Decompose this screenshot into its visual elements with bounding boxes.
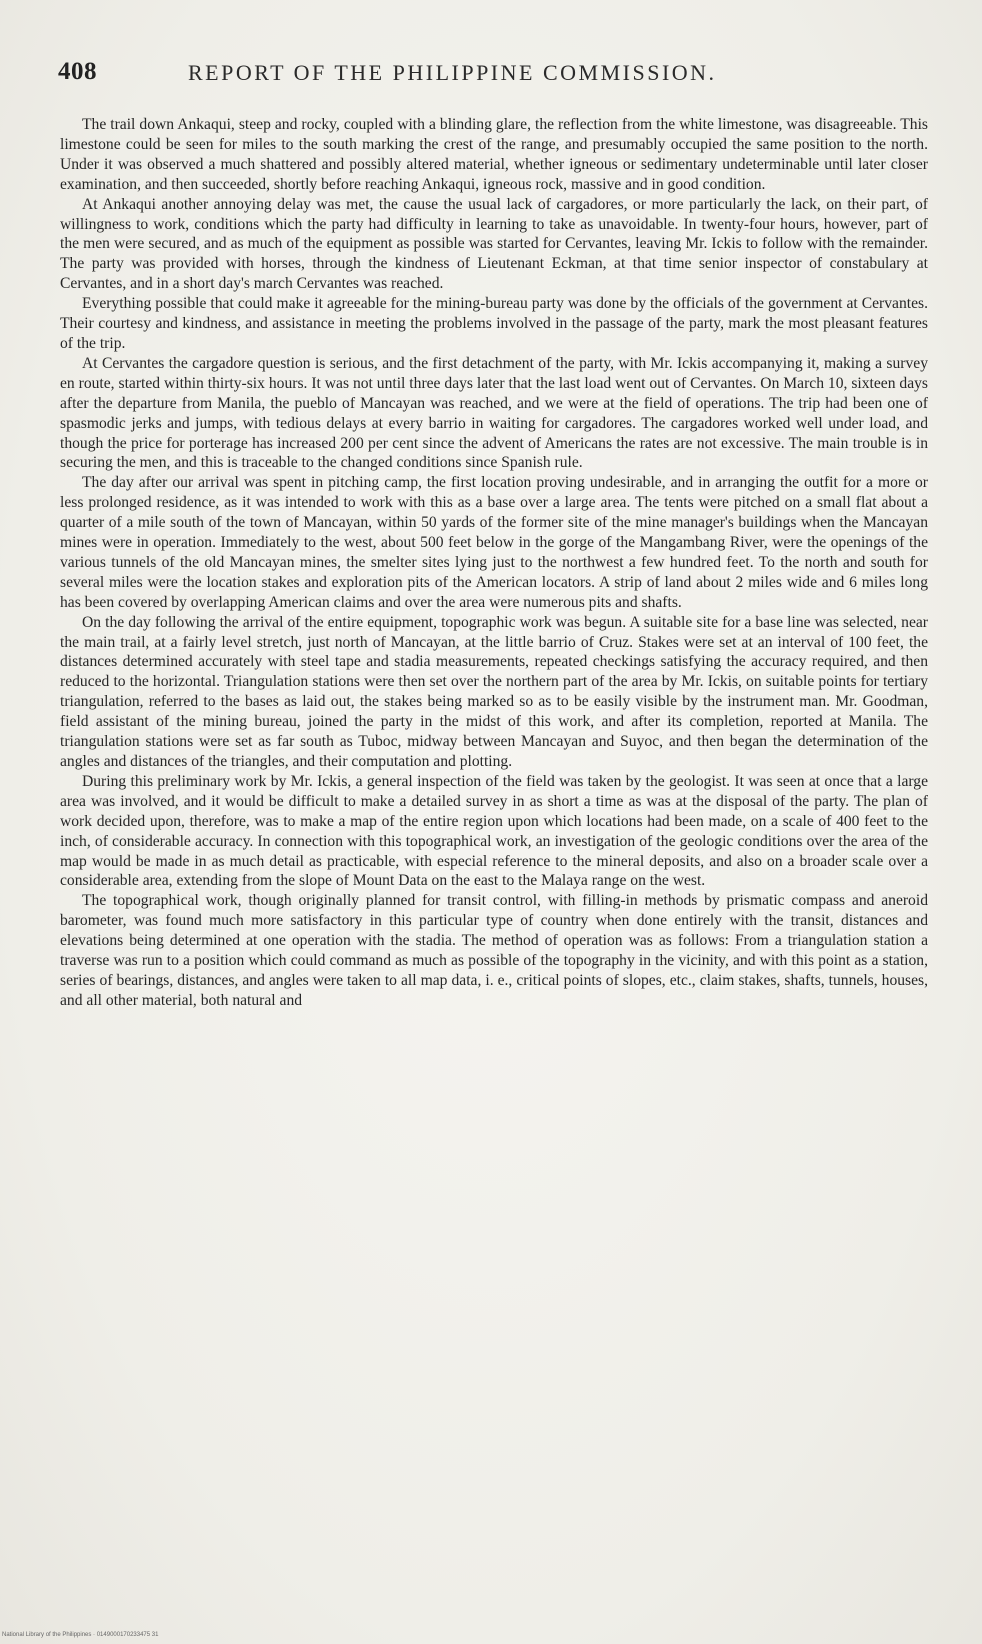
paragraph: At Cervantes the cargadore question is serious, and the first detachment of the party, with Mr. Ickis accompanying it, making a survey en route, started within thirty-six hours. It was not until three days later that the last load went out of Cervantes. On March 10, sixteen days after the departure from Manila, the pueblo of Mancayan was reached, and we were at the field of operations. The trip had been one of spasmodic jerks and jumps, with tedious delays at every barrio in waiting for cargadores. The cargadores worked well under load, and though the price for porterage has increased 200 per cent since the advent of Americans the rates are not excessive. The main trouble is in securing the men, and this is traceable to the changed conditions since Spanish rule. bbox=[60, 354, 928, 472]
page-header bbox=[58, 58, 926, 92]
paragraph: During this preliminary work by Mr. Ickis, a general inspection of the field was taken by the geologist. It was seen at once that a large area was involved, and it would be difficult to make a detailed survey in as short a time as was at the disposal of the party. The plan of work decided upon, therefore, was to make a map of the entire region upon which locations had been made, on a scale of 400 feet to the inch, of considerable accuracy. In connection with this topographical work, an investigation of the geologic conditions over the area of the map would be made in as much detail as practicable, with especial reference to the mineral deposits, and also on a broader scale over a considerable area, extending from the slope of Mount Data on the east to the Malaya range on the west. bbox=[60, 772, 928, 890]
page-number: 408 bbox=[58, 58, 97, 85]
paragraph: At Ankaqui another annoying delay was met, the cause the usual lack of cargadores, or more particularly the lack, on their part, of willingness to work, conditions which the party had difficulty in learning to take as unavoidable. In twenty-four hours, however, part of the men were secured, and as much of the equipment as possible was started for Cervantes, leaving Mr. Ickis to follow with the remainder. The party was provided with horses, through the kindness of Lieutenant Eckman, at that time senior inspector of constabulary at Cervantes, and in a short day's march Cervantes was reached. bbox=[60, 195, 928, 293]
running-head: REPORT OF THE PHILIPPINE COMMISSION. bbox=[188, 60, 717, 85]
paragraph: The day after our arrival was spent in pitching camp, the first location proving undesirable, and in arranging the outfit for a more or less prolonged residence, as it was intended to work with this as a base over a large area. The tents were pitched on a small flat about a quarter of a mile south of the town of Mancayan, within 50 yards of the former site of the mine manager's buildings when the Mancayan mines were in operation. Immediately to the west, about 500 feet below in the gorge of the Mangambang River, were the openings of the various tunnels of the old Mancayan mines, the smelter sites lying just to the northwest a few hundred feet. To the north and south for several miles were the location stakes and exploration pits of the American locators. A strip of land about 2 miles wide and 6 miles long has been covered by overlapping American claims and over the area were numerous pits and shafts. bbox=[60, 474, 928, 611]
body-text bbox=[60, 115, 928, 1011]
scan-footer-note: National Library of the Philippines · 0149000170233475 31 bbox=[2, 1632, 159, 1638]
paragraph: The topographical work, though originally planned for transit control, with filling-in methods by prismatic compass and aneroid barometer, was found much more satisfactory in this particular type of country when done entirely with the transit, distances and elevations being determined at one operation with the stadia. The method of operation was as follows: From a triangulation station a traverse was run to a position which could command as much as possible of the topography in the vicinity, and with this point as a station, series of bearings, distances, and angles were taken to all map data, i. e., critical points of slopes, etc., claim stakes, shafts, tunnels, houses, and all other material, both natural and bbox=[60, 892, 928, 1009]
paragraph: Everything possible that could make it agreeable for the mining-bureau party was done by the officials of the government at Cervantes. Their courtesy and kindness, and assistance in meeting the problems involved in the passage of the party, mark the most pleasant features of the trip. bbox=[60, 295, 928, 352]
paragraph: On the day following the arrival of the entire equipment, topographic work was begun. A suitable site for a base line was selected, near the main trail, at a fairly level stretch, just north of Mancayan, at the little barrio of Cruz. Stakes were set at an interval of 100 feet, the distances determined accurately with steel tape and stadia measurements, repeated checkings satisfying the accuracy required, and then reduced to the horizontal. Triangulation stations were then set over the northern part of the area by Mr. Ickis, on suitable points for tertiary triangulation, referred to the bases as laid out, the stakes being marked so as to be easily visible by the instrument man. Mr. Goodman, field assistant of the mining bureau, joined the party in the midst of this work, and after its completion, reported at Manila. The triangulation stations were set as far south as Tuboc, midway between Mancayan and Suyoc, and then began the determination of the angles and distances of the triangles, and their computation and plotting. bbox=[60, 613, 928, 770]
paragraph: The trail down Ankaqui, steep and rocky, coupled with a blinding glare, the reflection from the white limestone, was disagreeable. This limestone could be seen for miles to the south marking the crest of the range, and presumably occupied the same position to the north. Under it was observed a much shattered and possibly altered material, whether igneous or sedimentary undeterminable until later closer examination, and then succeeded, shortly before reaching Ankaqui, igneous rock, massive and in good condition. bbox=[60, 116, 928, 193]
